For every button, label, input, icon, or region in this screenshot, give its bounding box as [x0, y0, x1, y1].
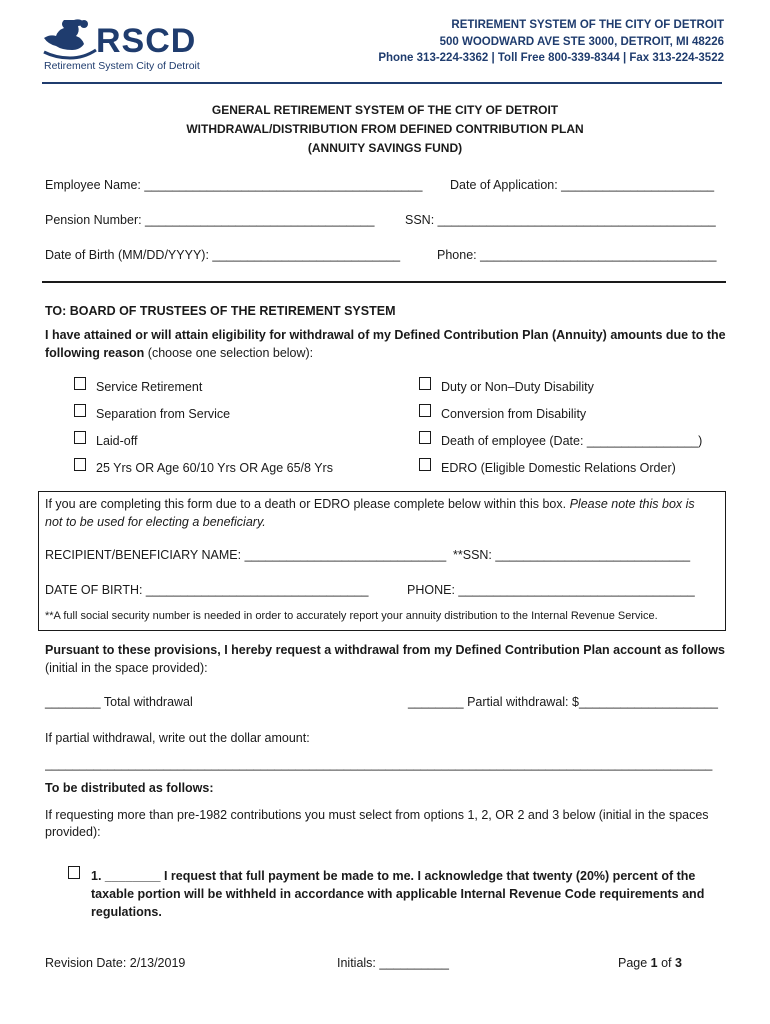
- org-address: 500 WOODWARD AVE STE 3000, DETROIT, MI 48226: [439, 36, 724, 48]
- eligibility-text: I have attained or will attain eligibility for withdrawal of my Defined Contribution Plan (Annuity) amounts due to the: [45, 328, 726, 342]
- option1-line1: 1. ________ I request that full payment be made to me. I acknowledge that twenty (20%) percent of the: [91, 869, 696, 883]
- reason-label: 25 Yrs OR Age 60/10 Yrs OR Age 65/8 Yrs: [96, 461, 333, 475]
- ssn-field[interactable]: SSN: ________________________________________: [405, 213, 716, 227]
- partial-withdrawal-field[interactable]: ________ Partial withdrawal: $____________________: [408, 695, 718, 709]
- write-out-label: If partial withdrawal, write out the dollar amount:: [45, 731, 310, 745]
- form-title-line1: GENERAL RETIREMENT SYSTEM OF THE CITY OF DETROIT: [211, 103, 559, 117]
- org-phone: Phone 313-224-3362 | Toll Free 800-339-8344 | Fax 313-224-3522: [378, 52, 724, 64]
- page-num: 1: [650, 956, 658, 970]
- option1-line3: regulations.: [91, 905, 162, 919]
- checkbox-disability[interactable]: [419, 377, 431, 390]
- to-board-heading: TO: BOARD OF TRUSTEES OF THE RETIREMENT SYSTEM: [45, 304, 396, 318]
- org-name: RETIREMENT SYSTEM OF THE CITY OF DETROIT: [451, 19, 724, 31]
- checkbox-service-retirement[interactable]: [74, 377, 86, 390]
- box-note-b: Please note this box is: [569, 497, 695, 511]
- recipient-phone-field[interactable]: PHONE: __________________________________: [407, 583, 695, 597]
- box-note-line2: not to be used for electing a beneficiary.: [45, 515, 266, 529]
- page-of: of: [657, 956, 675, 970]
- page-total: 3: [675, 956, 682, 970]
- eligibility-text-2: [45, 346, 313, 360]
- page-number: [618, 956, 682, 970]
- checkbox-edro[interactable]: [419, 458, 431, 471]
- logo-wordmark: RSCD: [96, 22, 197, 60]
- header-divider: [42, 82, 722, 84]
- dob-field[interactable]: Date of Birth (MM/DD/YYYY): ___________________________: [45, 248, 401, 262]
- page-prefix: Page: [618, 956, 651, 970]
- checkbox-option-1[interactable]: [68, 866, 80, 879]
- box-note-a: If you are completing this form due to a death or EDRO please complete below within this box.: [45, 497, 570, 511]
- recipient-dob-field[interactable]: DATE OF BIRTH: ________________________________: [45, 583, 369, 597]
- eligibility-rest: (choose one selection below):: [144, 346, 314, 360]
- date-of-application-field[interactable]: Date of Application: ______________________: [450, 178, 715, 192]
- checkbox-conversion[interactable]: [419, 404, 431, 417]
- write-out-line[interactable]: ________________________________________________________________________________________________: [45, 757, 713, 771]
- phone-field[interactable]: Phone: __________________________________: [437, 248, 717, 262]
- checkbox-laid-off[interactable]: [74, 431, 86, 444]
- recipient-ssn-field[interactable]: **SSN: ____________________________: [453, 548, 691, 562]
- eligibility-bold: following reason: [45, 346, 145, 360]
- form-title-line2: WITHDRAWAL/DISTRIBUTION FROM DEFINED CONTRIBUTION PLAN: [186, 122, 584, 136]
- checkbox-25-yrs[interactable]: [74, 458, 86, 471]
- reason-label: Death of employee (Date: ________________): [441, 434, 703, 448]
- ssn-footnote: **A full social security number is needed in order to accurately report your annuity distribution to the Internal Revenue Service.: [45, 610, 658, 622]
- recipient-name-field[interactable]: RECIPIENT/BENEFICIARY NAME: _____________________________: [45, 548, 447, 562]
- logo-subtitle: Retirement System City of Detroit: [44, 60, 200, 72]
- pursuant-text: Pursuant to these provisions, I hereby request a withdrawal from my Defined Contribution Plan account as follows: [45, 643, 725, 657]
- revision-date: Revision Date: 2/13/2019: [45, 956, 186, 970]
- option1-line2: taxable portion will be withheld in accordance with applicable Internal Revenue Code requirements and: [91, 887, 705, 901]
- reason-label: Laid-off: [96, 434, 138, 448]
- reason-label: Separation from Service: [96, 407, 231, 421]
- total-withdrawal-field[interactable]: ________ Total withdrawal: [45, 695, 193, 709]
- pre1982-text-2: provided):: [45, 825, 101, 839]
- checkbox-death[interactable]: [419, 431, 431, 444]
- pension-number-field[interactable]: Pension Number: _________________________________: [45, 213, 375, 227]
- box-note-line1: [45, 497, 695, 511]
- form-title-line3: (ANNUITY SAVINGS FUND): [307, 141, 463, 155]
- employee-name-field[interactable]: Employee Name: ________________________________________: [45, 178, 423, 192]
- spirit-of-detroit-icon: [40, 16, 100, 64]
- section-divider: [42, 281, 726, 283]
- reason-label: Conversion from Disability: [441, 407, 587, 421]
- initials-field[interactable]: Initials: __________: [337, 956, 449, 970]
- distributed-heading: To be distributed as follows:: [45, 781, 214, 795]
- pursuant-text-2: (initial in the space provided):: [45, 661, 208, 675]
- reason-label: EDRO (Eligible Domestic Relations Order): [441, 461, 676, 475]
- reason-label: Service Retirement: [96, 380, 203, 394]
- checkbox-separation[interactable]: [74, 404, 86, 417]
- reason-label: Duty or Non–Duty Disability: [441, 380, 594, 394]
- pre1982-text: If requesting more than pre-1982 contributions you must select from options 1, 2, OR 2 and 3 below (initial in the spaces: [45, 808, 709, 822]
